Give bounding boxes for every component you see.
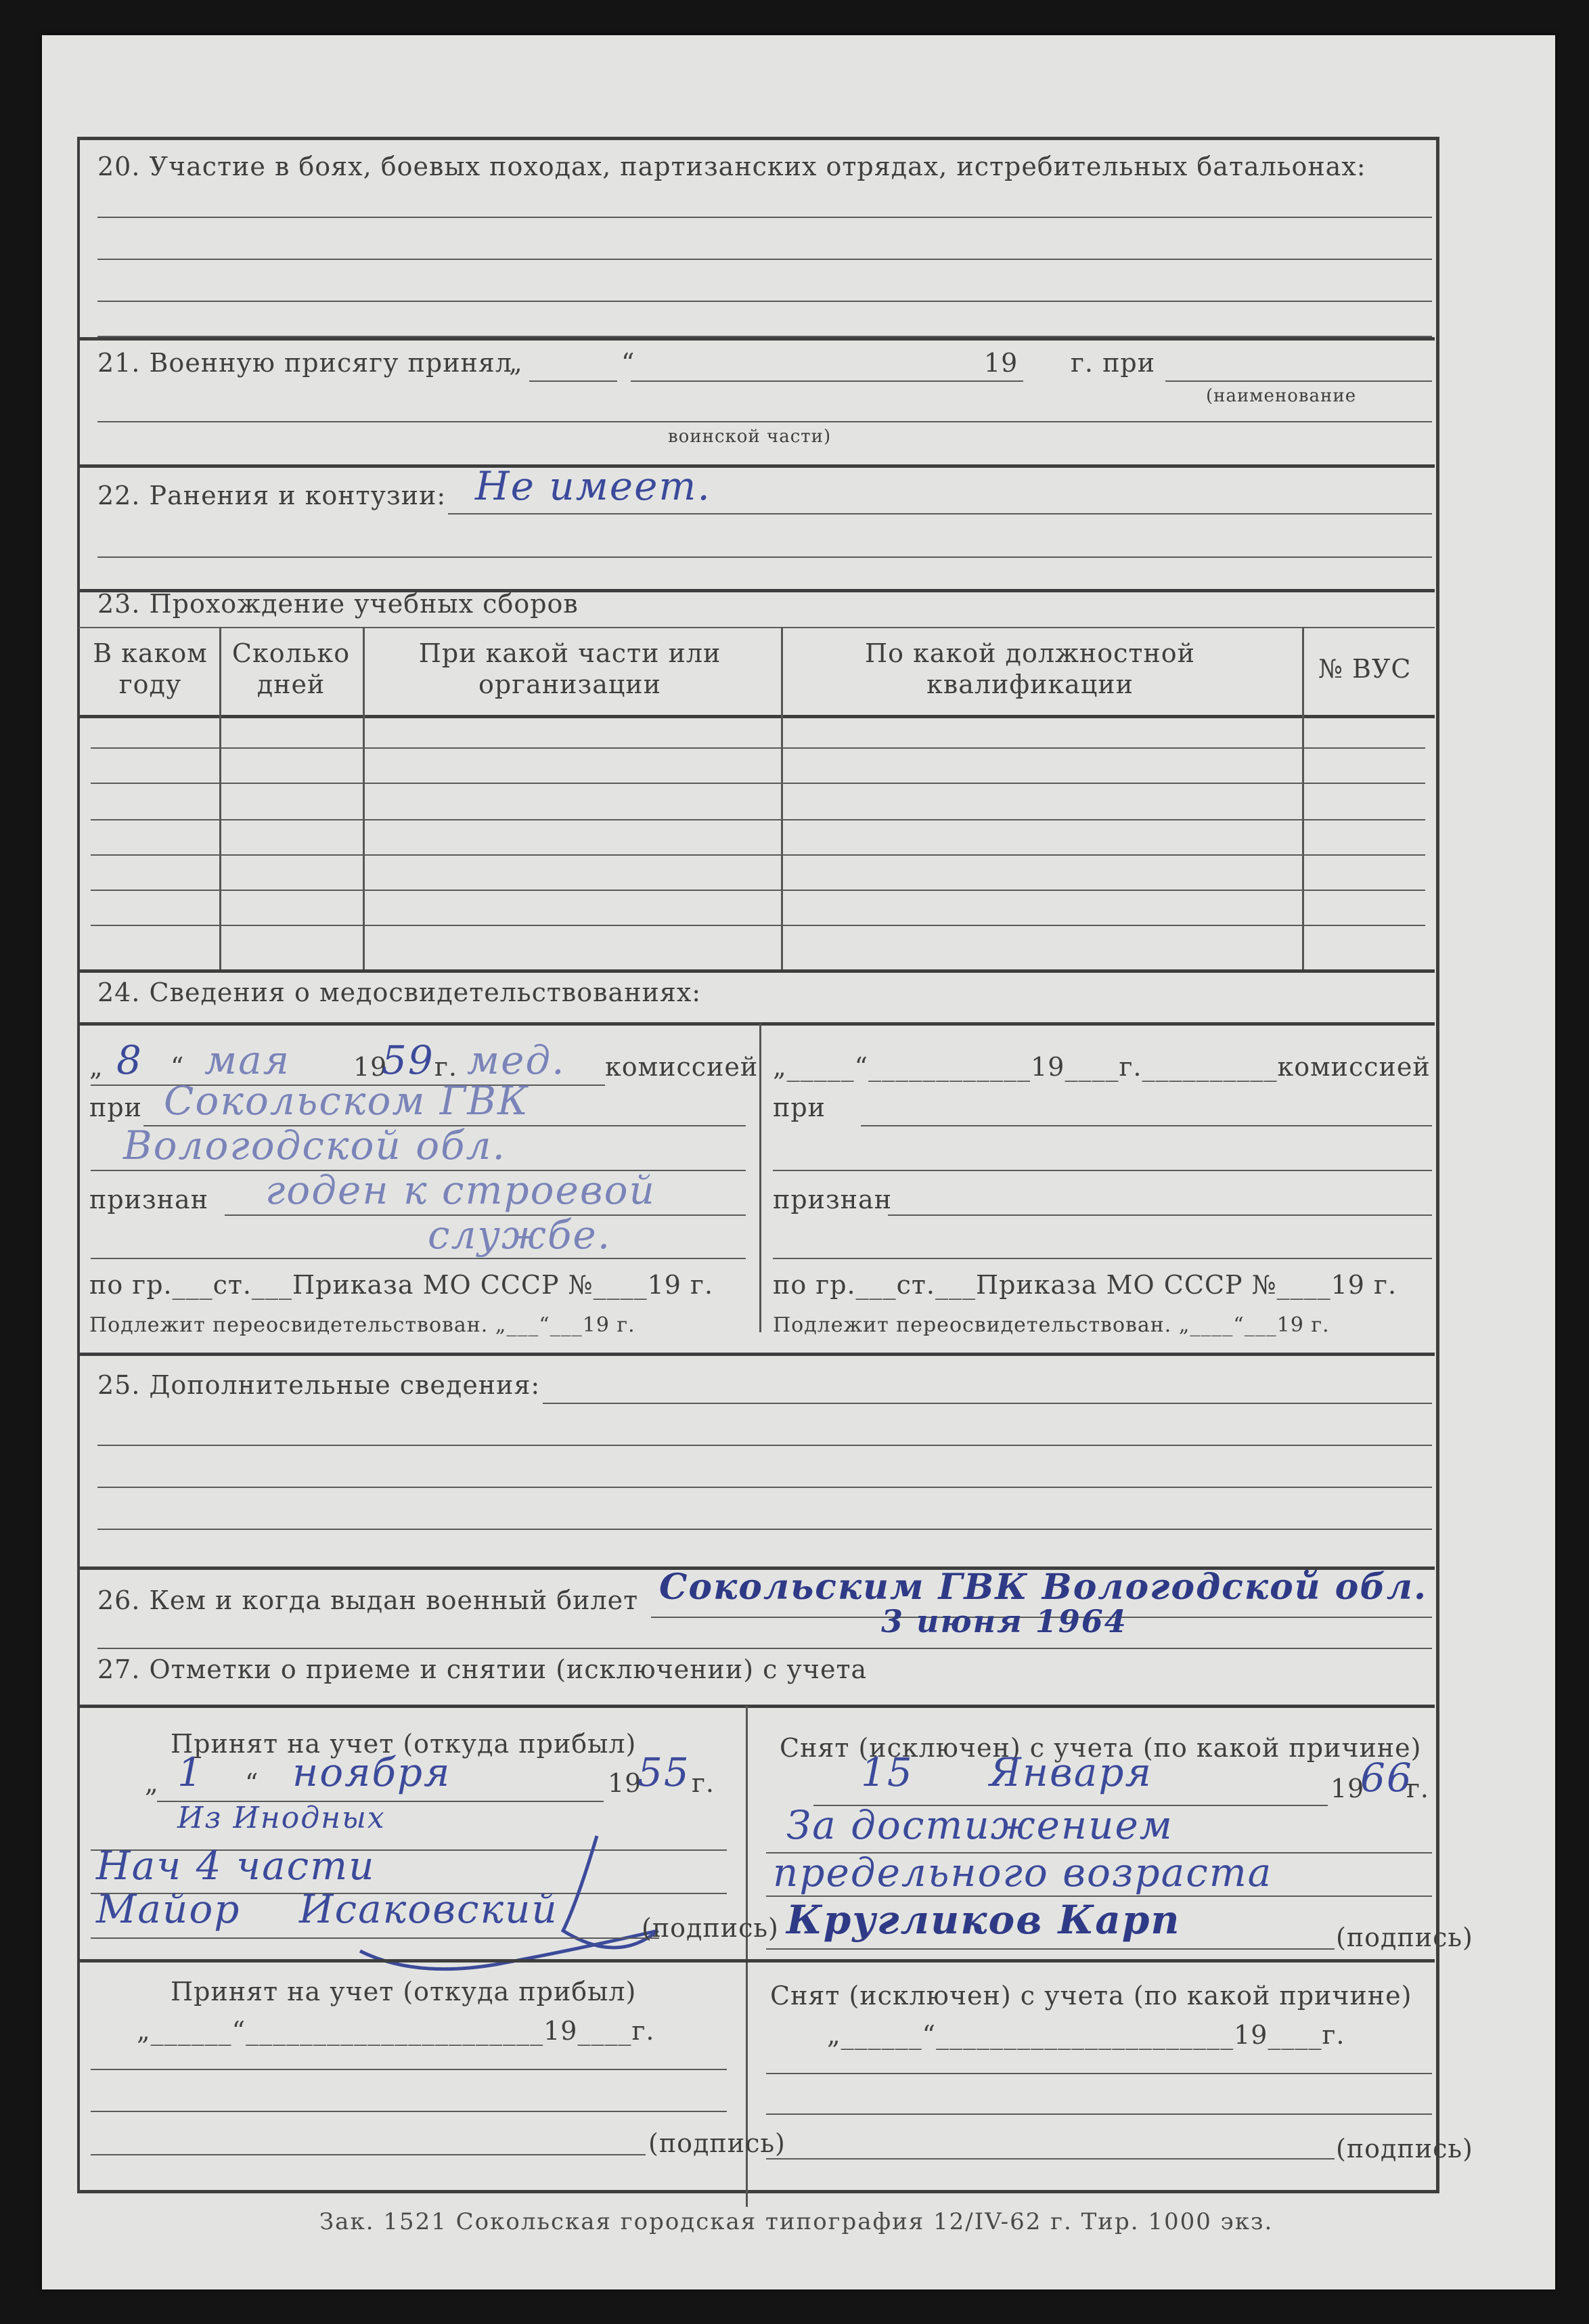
- section-divider: [79, 1959, 1435, 1963]
- col-unit-header: При какой части или организации: [418, 638, 721, 699]
- med-commission-label: комиссией: [605, 1052, 759, 1082]
- med-order: по гр.___ст.___Приказа МО СССР №____19 г.: [89, 1270, 714, 1300]
- section-26-label: 26. Кем и когда выдан военный билет: [97, 1585, 639, 1615]
- note-unit-name: (наименование: [1206, 386, 1357, 406]
- blank: [91, 1258, 746, 1259]
- remove2-signature-label: (подпись): [1336, 2134, 1473, 2164]
- accept1-year: 55: [637, 1749, 690, 1795]
- col-divider: [1302, 627, 1304, 972]
- accept1-header: Принят на учет (откуда прибыл): [171, 1729, 637, 1759]
- med2-order: по гр.___ст.___Приказа МО СССР №____19 г.: [773, 1270, 1397, 1300]
- accept2-date: „______“______________________19____г.: [137, 2016, 655, 2046]
- remove2-date: „______“______________________19____г.: [827, 2020, 1345, 2050]
- blank: [888, 1214, 1432, 1216]
- med-commission-region: Вологодской обл.: [123, 1122, 506, 1168]
- rule: [79, 627, 1435, 628]
- accept2-header: Принят на учет (откуда прибыл): [171, 1977, 637, 2007]
- rule: [97, 1445, 1432, 1446]
- rule: [97, 301, 1432, 302]
- rule: [97, 556, 1432, 558]
- rule: [97, 1487, 1432, 1488]
- blank: [766, 2073, 1432, 2074]
- accept1-year-prefix: 19: [608, 1768, 642, 1798]
- blank: [91, 2069, 727, 2070]
- col-qualification-header: По какой должностной квалификации: [865, 638, 1195, 699]
- med-year-suffix: г.: [434, 1052, 457, 1082]
- blank: [773, 1170, 1432, 1171]
- col-divider: [759, 1024, 761, 1332]
- remove1-month: Января: [989, 1749, 1152, 1795]
- med-verdict: годен к строевой: [265, 1167, 656, 1213]
- remove1-reason: За достижением: [786, 1802, 1173, 1848]
- section-21-label: 21. Военную присягу принял: [97, 348, 512, 378]
- col-vus-header: № ВУС: [1318, 654, 1412, 684]
- med-quote-close: “: [171, 1052, 185, 1082]
- table-rule: [91, 890, 1425, 891]
- med2-pri-label: при: [773, 1093, 826, 1122]
- section-20-label: 20. Участие в боях, боевых походах, партизанских отрядах, истребительных батальонах:: [97, 152, 1366, 181]
- accept1-signature: Исаковский: [299, 1886, 558, 1932]
- col-divider: [781, 627, 783, 972]
- accept1-rank: Майор: [96, 1886, 241, 1932]
- table-rule: [91, 854, 1425, 856]
- med-verdict-cont: службе.: [428, 1212, 612, 1258]
- quote-open: „: [509, 348, 523, 378]
- section-divider: [79, 464, 1435, 468]
- accept1-signature-flourish: [279, 1795, 698, 1985]
- med-month: мая: [204, 1037, 291, 1083]
- blank: [1165, 380, 1432, 382]
- blank: [766, 2158, 1335, 2159]
- quote-close: “: [621, 348, 635, 378]
- blank: [448, 513, 1432, 514]
- remove1-day: 15: [861, 1749, 914, 1795]
- remove1-year-prefix: 19: [1330, 1774, 1365, 1803]
- remove1-header: Снят (исключен) с учета (по какой причине): [780, 1733, 1422, 1763]
- blank: [861, 1125, 1432, 1126]
- col-year-header: В каком году: [93, 638, 208, 699]
- blank: [766, 1948, 1335, 1950]
- military-id-issuer: Сокольским ГВК Вологодской обл.: [659, 1566, 1428, 1608]
- col-divider: [363, 627, 365, 972]
- section-divider: [79, 337, 1435, 341]
- rule: [97, 1648, 1432, 1649]
- accept1-year-suffix: г.: [692, 1768, 715, 1798]
- accept1-day: 1: [177, 1749, 204, 1795]
- section-23-label: 23. Прохождение учебных сборов: [97, 589, 579, 619]
- section-27-label: 27. Отметки о приеме и снятии (исключении) с учета: [97, 1654, 868, 1684]
- accept1-quote-open: „: [145, 1768, 159, 1798]
- document-page: [42, 35, 1555, 2289]
- rule: [97, 1529, 1432, 1530]
- med-year: 59: [382, 1037, 434, 1083]
- col-divider: [219, 627, 221, 972]
- med2-date-line: „_____“____________19____г.__________комиссией: [773, 1052, 1431, 1082]
- med-kind: мед.: [467, 1037, 566, 1083]
- med-priznan-label: признан: [89, 1185, 209, 1214]
- section-divider: [79, 1705, 1435, 1708]
- section-divider: [79, 1022, 1435, 1026]
- blank: [91, 1937, 659, 1939]
- table-rule: [91, 925, 1425, 926]
- blank: [91, 2111, 727, 2112]
- section-22-label: 22. Ранения и контузии:: [97, 481, 447, 510]
- accept2-signature-label: (подпись): [648, 2128, 786, 2158]
- remove1-year-suffix: г.: [1406, 1774, 1429, 1803]
- accept1-signature-label: (подпись): [642, 1913, 779, 1943]
- remove1-signature: Кругликов Карп: [786, 1897, 1181, 1943]
- accept1-month: ноября: [292, 1749, 451, 1795]
- section-divider: [79, 969, 1435, 973]
- blank: [773, 1258, 1432, 1259]
- section-25-label: 25. Дополнительные сведения:: [97, 1370, 541, 1400]
- section-24-label: 24. Сведения о медосвидетельствованиях:: [97, 978, 702, 1007]
- print-footer: Зак. 1521 Сокольская городская типография 12/IV-62 г. Тир. 1000 экз.: [319, 2208, 1274, 2235]
- blank: [631, 380, 1023, 382]
- blank: [91, 2154, 646, 2155]
- rule: [97, 259, 1432, 260]
- note-military-unit: воинской части): [668, 426, 832, 447]
- table-rule: [91, 819, 1425, 820]
- col-days-header: Сколько дней: [231, 638, 351, 699]
- year-suffix: г. при: [1071, 348, 1156, 378]
- accept1-quote-close: “: [245, 1768, 259, 1798]
- med-pri-label: при: [89, 1093, 142, 1122]
- remove1-reason-cont: предельного возраста: [773, 1849, 1273, 1895]
- med2-recheck: Подлежит переосвидетельствован. „____“___19 г.: [773, 1313, 1330, 1337]
- year-prefix: 19: [984, 348, 1019, 378]
- med-recheck: Подлежит переосвидетельствован. „___“___19 г.: [89, 1313, 635, 1337]
- med-quote-open: „: [89, 1052, 104, 1082]
- accept1-from: Из Инодных: [177, 1801, 386, 1835]
- table-rule: [91, 747, 1425, 749]
- section-divider: [79, 1353, 1435, 1356]
- remove1-signature-label: (подпись): [1336, 1923, 1473, 1952]
- table-rule: [91, 783, 1425, 784]
- military-id-date: 3 июня 1964: [881, 1603, 1127, 1640]
- remove1-year: 66: [1360, 1755, 1413, 1801]
- rule: [97, 217, 1432, 218]
- med-day: 8: [116, 1037, 143, 1083]
- blank: [766, 2113, 1432, 2115]
- med-commission-place: Сокольском ГВК: [164, 1078, 529, 1124]
- blank: [543, 1403, 1432, 1404]
- wounds-handwritten: Не имеет.: [475, 463, 711, 509]
- blank: [529, 380, 617, 382]
- accept1-position: Нач 4 части: [96, 1843, 376, 1889]
- med2-priznan-label: признан: [773, 1185, 893, 1214]
- med-year-prefix: 19: [353, 1052, 388, 1082]
- table-header-divider: [79, 715, 1435, 718]
- rule: [97, 421, 1432, 422]
- remove2-header: Снят (исключен) с учета (по какой причине): [770, 1981, 1412, 2011]
